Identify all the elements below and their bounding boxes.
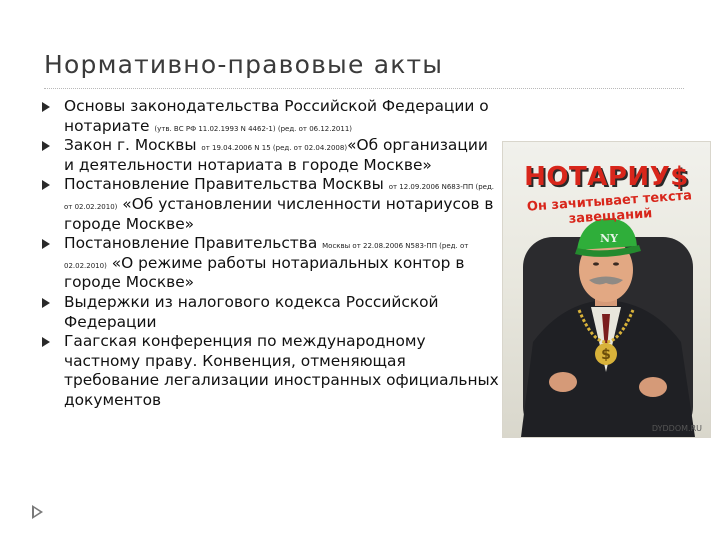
item-note: от 19.04.2006 N 15 (ред. от 02.04.2008) bbox=[201, 144, 348, 153]
bullet-arrow-icon bbox=[42, 298, 50, 308]
item-text-rest: «Об установлении численности нотариусов в городе Москве» bbox=[64, 194, 494, 233]
bullet-arrow-icon bbox=[42, 102, 50, 112]
item-text: Основы законодательства Российской Федерации о нотариате bbox=[64, 97, 489, 135]
hand-shape bbox=[549, 372, 577, 392]
bullet-arrow-icon bbox=[42, 239, 50, 249]
item-note: Москвы от 22.08.2006 N583-ПП (ред. от 02.02.2010) bbox=[64, 242, 469, 270]
eye-shape bbox=[593, 262, 599, 265]
poster-title: НОТАРИУ$ bbox=[524, 162, 689, 192]
poster-tagline: Он зачитывает текста завещаний bbox=[526, 188, 693, 227]
list-item bbox=[40, 332, 500, 410]
bullet-list bbox=[40, 97, 500, 411]
bullet-arrow-icon bbox=[42, 180, 50, 190]
poster-watermark: DYDDOM.RU bbox=[651, 424, 702, 433]
bullet-arrow-icon bbox=[42, 141, 50, 151]
slide-title: Нормативно-правовые акты bbox=[44, 50, 444, 79]
list-item bbox=[40, 136, 500, 175]
item-note: от 12.09.2006 N683-ПП (ред. от 02.02.2010) bbox=[64, 183, 495, 211]
pendant-symbol: $ bbox=[601, 347, 611, 363]
corner-arrow-icon bbox=[32, 505, 43, 519]
cap-logo: NY bbox=[600, 232, 618, 245]
item-text-rest: «Об организации и деятельности нотариата в городе Москве» bbox=[64, 136, 488, 174]
list-item bbox=[40, 97, 500, 136]
list-item bbox=[40, 293, 500, 332]
item-text: Закон г. Москвы bbox=[64, 136, 202, 155]
item-text: Постановление Правительства Москвы bbox=[64, 175, 389, 194]
bullet-arrow-icon bbox=[42, 337, 50, 347]
notary-poster-image bbox=[502, 141, 711, 438]
hand-shape bbox=[639, 377, 667, 397]
item-text: Постановление Правительства bbox=[64, 234, 323, 253]
list-item bbox=[40, 175, 500, 234]
list-item bbox=[40, 234, 500, 293]
item-text-rest: «О режиме работы нотариальных контор в городе Москве» bbox=[64, 253, 465, 292]
title-divider bbox=[44, 88, 684, 89]
item-text: Гаагская конференция по международному частному праву. Конвенция, отменяющая требование легализации иностранных официальных документов bbox=[64, 332, 499, 409]
eye-shape bbox=[613, 262, 619, 265]
item-note: (утв. ВС РФ 11.02.1993 N 4462-1) (ред. от 06.12.2011) bbox=[154, 124, 353, 133]
item-text: Выдержки из налогового кодекса Российской Федерации bbox=[64, 292, 439, 331]
